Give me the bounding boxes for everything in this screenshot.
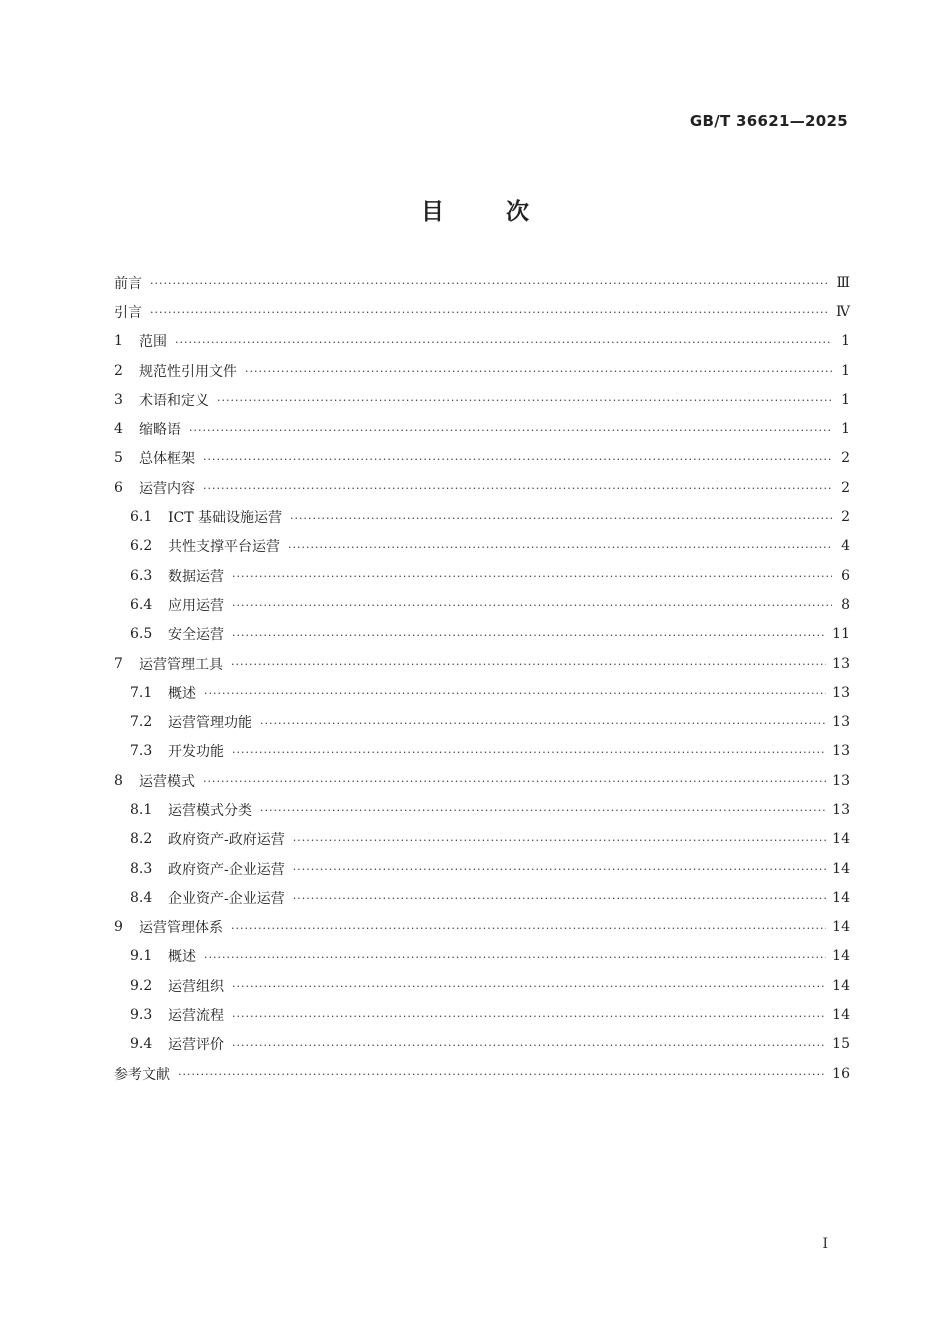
toc-entry-label: 运营管理体系	[139, 920, 223, 937]
toc-entry-number: 8	[114, 772, 123, 789]
toc-entry-page: 14	[832, 860, 850, 877]
toc-entry-label: 运营管理功能	[168, 715, 252, 732]
toc-entry-number: 4	[114, 421, 123, 438]
toc-entry[interactable]	[114, 268, 850, 297]
toc-entry-number: 8.4	[130, 889, 153, 906]
toc-dot-leader	[232, 980, 826, 993]
toc-entry[interactable]	[114, 502, 850, 531]
toc-entry-number: 9.2	[130, 977, 153, 994]
toc-entry[interactable]	[114, 707, 850, 736]
toc-entry-number: 1	[114, 333, 123, 350]
toc-entry[interactable]	[114, 795, 850, 824]
toc-entry-number: 6.2	[130, 538, 153, 555]
toc-entry[interactable]	[114, 1000, 850, 1029]
toc-entry-page: 8	[841, 596, 850, 613]
toc-entry-number: 8.2	[130, 831, 153, 848]
toc-entry-page: 1	[841, 391, 850, 408]
toc-entry-label: 应用运营	[168, 597, 224, 614]
toc-entry[interactable]	[114, 532, 850, 561]
toc-entry[interactable]	[114, 1059, 850, 1088]
toc-entry-label: ICT 基础设施运营	[168, 510, 283, 527]
toc-entry-page: 13	[832, 714, 850, 731]
toc-entry-page: 14	[832, 948, 850, 965]
toc-entry[interactable]	[114, 356, 850, 385]
toc-entry-page: 14	[832, 977, 850, 994]
toc-entry-label: 运营评价	[168, 1037, 224, 1054]
toc-dot-leader	[217, 394, 832, 407]
toc-entry-label: 概述	[168, 949, 196, 966]
toc-entry-number: 7	[114, 655, 123, 672]
toc-entry-number: 7.2	[130, 714, 153, 731]
toc-entry[interactable]	[114, 590, 850, 619]
toc-entry-page: 13	[832, 684, 850, 701]
table-of-contents	[114, 268, 850, 1088]
toc-entry-number: 9.3	[130, 1007, 153, 1024]
toc-entry-page: 14	[832, 919, 850, 936]
page-title	[0, 193, 950, 226]
toc-entry-page: Ⅲ	[836, 274, 850, 291]
toc-entry[interactable]	[114, 620, 850, 649]
toc-entry-label: 运营管理工具	[139, 656, 223, 673]
toc-entry-page: 4	[841, 538, 850, 555]
toc-dot-leader	[231, 922, 826, 935]
toc-entry-number: 6.3	[130, 567, 153, 584]
toc-entry[interactable]	[114, 737, 850, 766]
toc-dot-leader	[232, 629, 826, 642]
toc-dot-leader	[150, 277, 830, 290]
toc-entry[interactable]	[114, 883, 850, 912]
toc-entry-number: 6.4	[130, 596, 153, 613]
toc-entry[interactable]	[114, 854, 850, 883]
toc-entry-label: 数据运营	[168, 568, 224, 585]
toc-entry-label: 运营模式	[139, 773, 195, 790]
toc-dot-leader	[189, 424, 832, 437]
toc-dot-leader	[203, 453, 832, 466]
toc-entry-page: 2	[841, 509, 850, 526]
toc-entry-label: 术语和定义	[139, 392, 209, 409]
toc-entry-page: 14	[832, 1007, 850, 1024]
toc-entry-number: 2	[114, 362, 123, 379]
toc-entry-label: 前言	[114, 275, 142, 292]
toc-entry-label: 企业资产-企业运营	[168, 890, 285, 907]
toc-dot-leader	[245, 365, 832, 378]
toc-dot-leader	[260, 717, 826, 730]
standard-number: GB/T 36621—2025	[689, 112, 848, 130]
toc-entry-page: 14	[832, 889, 850, 906]
toc-entry-label: 范围	[139, 334, 167, 351]
toc-entry-number: 6	[114, 479, 123, 496]
toc-entry-page: 15	[832, 1036, 850, 1053]
toc-entry[interactable]	[114, 942, 850, 971]
toc-entry-label: 总体框架	[139, 451, 195, 468]
toc-entry[interactable]	[114, 913, 850, 942]
toc-dot-leader	[293, 863, 826, 876]
toc-dot-leader	[150, 306, 830, 319]
toc-dot-leader	[204, 951, 826, 964]
toc-dot-leader	[232, 1010, 826, 1023]
toc-dot-leader	[178, 1068, 826, 1081]
toc-entry-number: 9.4	[130, 1036, 153, 1053]
toc-entry[interactable]	[114, 825, 850, 854]
toc-entry-page: Ⅳ	[836, 303, 850, 320]
toc-entry-page: 13	[832, 743, 850, 760]
toc-entry-label: 引言	[114, 304, 142, 321]
toc-entry-number: 8.1	[130, 801, 153, 818]
toc-entry-number: 5	[114, 450, 123, 467]
toc-entry-page: 2	[841, 450, 850, 467]
toc-entry[interactable]	[114, 766, 850, 795]
toc-entry[interactable]	[114, 678, 850, 707]
toc-dot-leader	[293, 834, 826, 847]
toc-dot-leader	[203, 482, 832, 495]
toc-entry-page: 14	[832, 831, 850, 848]
toc-entry-label: 安全运营	[168, 627, 224, 644]
toc-entry-page: 1	[841, 421, 850, 438]
toc-dot-leader	[203, 775, 826, 788]
toc-dot-leader	[175, 336, 832, 349]
toc-entry-label: 共性支撑平台运营	[168, 539, 280, 556]
toc-dot-leader	[204, 687, 826, 700]
toc-entry-page: 13	[832, 801, 850, 818]
toc-entry[interactable]	[114, 297, 850, 326]
toc-entry[interactable]	[114, 414, 850, 443]
toc-dot-leader	[232, 570, 832, 583]
toc-entry-label: 政府资产-企业运营	[168, 861, 285, 878]
toc-entry-number: 6.1	[130, 509, 153, 526]
toc-dot-leader	[260, 804, 826, 817]
toc-entry-number: 9.1	[130, 948, 153, 965]
toc-entry-page: 1	[841, 362, 850, 379]
toc-entry[interactable]	[114, 473, 850, 502]
toc-entry-number: 3	[114, 391, 123, 408]
toc-entry-page: 13	[832, 772, 850, 789]
toc-entry-page: 2	[841, 479, 850, 496]
toc-entry-label: 概述	[168, 685, 196, 702]
toc-entry-label: 政府资产-政府运营	[168, 832, 285, 849]
toc-entry-label: 运营模式分类	[168, 802, 252, 819]
toc-entry[interactable]	[114, 649, 850, 678]
toc-entry[interactable]	[114, 327, 850, 356]
title-char-2: 次	[506, 199, 529, 225]
toc-entry-label: 运营流程	[168, 1008, 224, 1025]
toc-entry-page: 6	[841, 567, 850, 584]
toc-entry[interactable]	[114, 1030, 850, 1059]
toc-entry[interactable]	[114, 385, 850, 414]
toc-dot-leader	[232, 1039, 826, 1052]
toc-entry[interactable]	[114, 444, 850, 473]
page-folio: Ⅰ	[822, 1236, 828, 1252]
toc-entry-label: 规范性引用文件	[139, 363, 237, 380]
toc-entry-page: 13	[832, 655, 850, 672]
toc-entry[interactable]	[114, 971, 850, 1000]
toc-entry-label: 参考文献	[114, 1066, 170, 1083]
toc-entry-number: 9	[114, 919, 123, 936]
toc-entry-label: 运营内容	[139, 480, 195, 497]
toc-dot-leader	[232, 746, 826, 759]
toc-entry-page: 1	[841, 333, 850, 350]
toc-entry-label: 运营组织	[168, 978, 224, 995]
title-char-1: 目	[421, 199, 444, 225]
toc-entry-number: 8.3	[130, 860, 153, 877]
toc-dot-leader	[231, 658, 826, 671]
toc-entry-number: 7.1	[130, 684, 153, 701]
toc-entry-label: 缩略语	[139, 422, 181, 439]
toc-dot-leader	[290, 512, 832, 525]
toc-entry-number: 7.3	[130, 743, 153, 760]
toc-entry[interactable]	[114, 561, 850, 590]
toc-entry-page: 16	[832, 1065, 850, 1082]
toc-dot-leader	[232, 599, 832, 612]
toc-dot-leader	[288, 541, 832, 554]
toc-entry-page: 11	[832, 626, 850, 643]
toc-dot-leader	[293, 892, 826, 905]
toc-entry-number: 6.5	[130, 626, 153, 643]
toc-entry-label: 开发功能	[168, 744, 224, 761]
